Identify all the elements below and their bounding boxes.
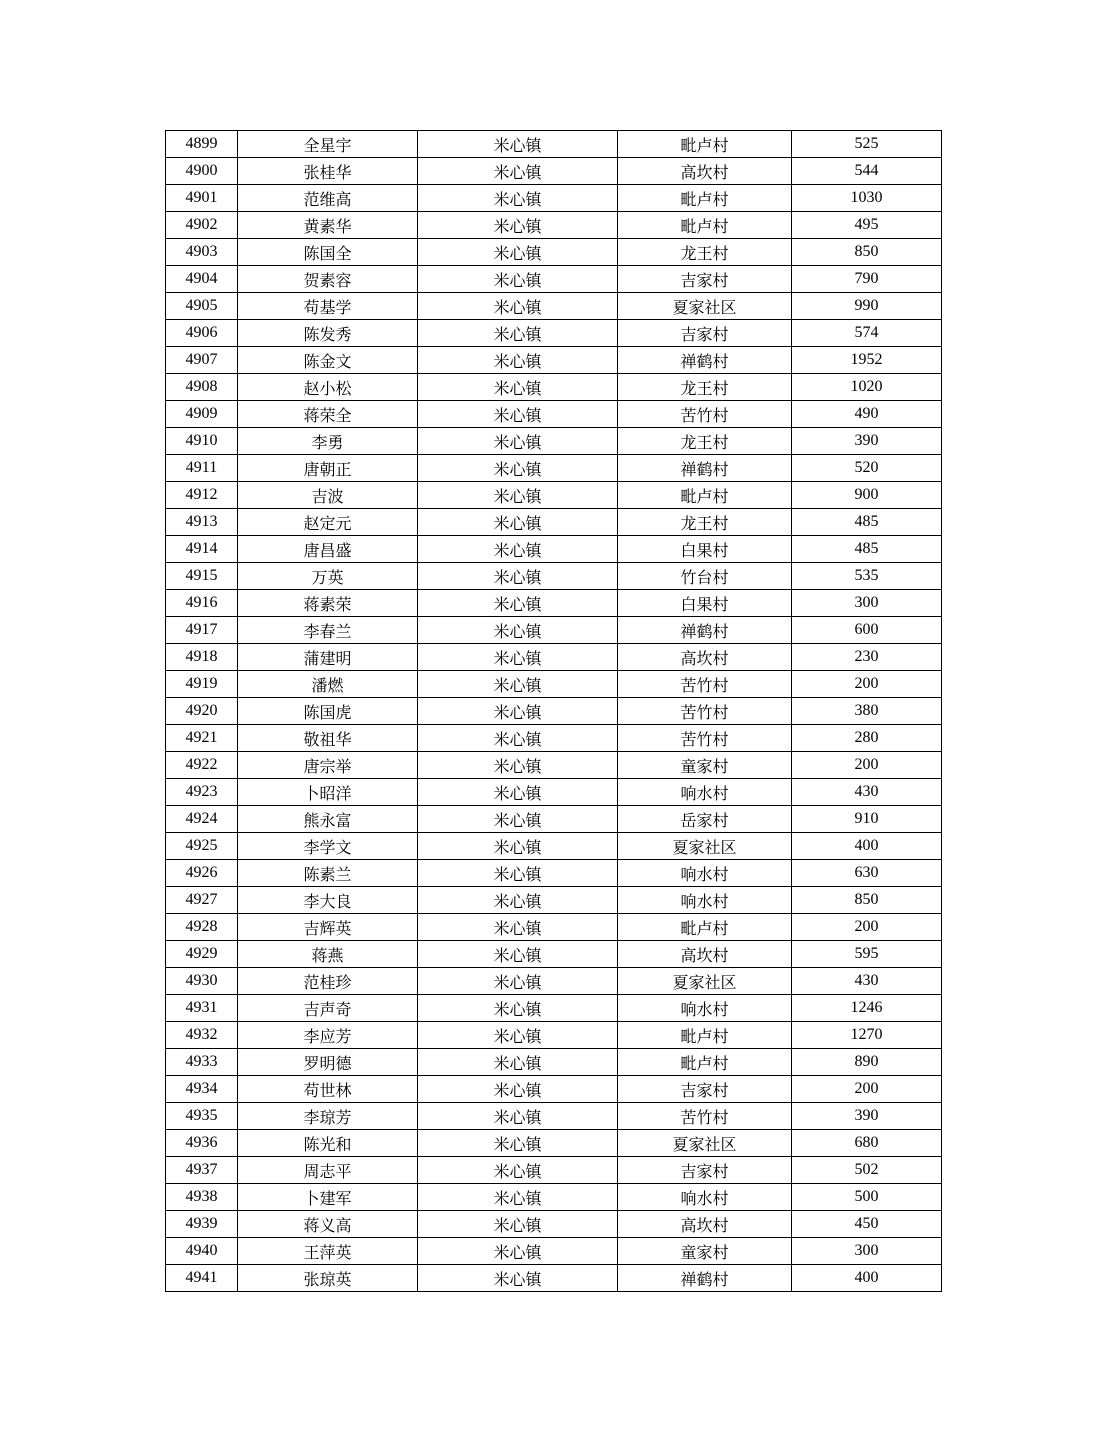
- cell-village: 龙王村: [618, 428, 792, 455]
- cell-amount: 200: [792, 914, 942, 941]
- cell-village: 夏家社区: [618, 293, 792, 320]
- cell-name: 李春兰: [238, 617, 418, 644]
- cell-name: 陈光和: [238, 1130, 418, 1157]
- cell-town: 米心镇: [418, 617, 618, 644]
- cell-name: 卜建军: [238, 1184, 418, 1211]
- table-row: [166, 347, 942, 374]
- cell-serial: 4900: [166, 158, 238, 185]
- cell-name: 李勇: [238, 428, 418, 455]
- cell-amount: 910: [792, 806, 942, 833]
- cell-name: 卜昭洋: [238, 779, 418, 806]
- cell-town: 米心镇: [418, 401, 618, 428]
- cell-name: 李应芳: [238, 1022, 418, 1049]
- cell-village: 响水村: [618, 995, 792, 1022]
- cell-town: 米心镇: [418, 239, 618, 266]
- cell-town: 米心镇: [418, 1211, 618, 1238]
- table-row: [166, 1130, 942, 1157]
- cell-village: 童家村: [618, 752, 792, 779]
- table-row: [166, 1022, 942, 1049]
- cell-amount: 680: [792, 1130, 942, 1157]
- cell-name: 苟世林: [238, 1076, 418, 1103]
- cell-town: 米心镇: [418, 347, 618, 374]
- cell-serial: 4941: [166, 1265, 238, 1292]
- cell-amount: 400: [792, 833, 942, 860]
- cell-village: 毗卢村: [618, 914, 792, 941]
- cell-village: 高坎村: [618, 941, 792, 968]
- table-row: [166, 1076, 942, 1103]
- cell-amount: 535: [792, 563, 942, 590]
- cell-town: 米心镇: [418, 455, 618, 482]
- cell-name: 李琼芳: [238, 1103, 418, 1130]
- cell-amount: 1952: [792, 347, 942, 374]
- cell-amount: 400: [792, 1265, 942, 1292]
- cell-name: 李学文: [238, 833, 418, 860]
- cell-name: 熊永富: [238, 806, 418, 833]
- cell-serial: 4925: [166, 833, 238, 860]
- cell-amount: 900: [792, 482, 942, 509]
- cell-town: 米心镇: [418, 1076, 618, 1103]
- cell-name: 陈素兰: [238, 860, 418, 887]
- cell-serial: 4938: [166, 1184, 238, 1211]
- cell-amount: 1246: [792, 995, 942, 1022]
- table-row: [166, 644, 942, 671]
- cell-serial: 4930: [166, 968, 238, 995]
- table-row: [166, 1049, 942, 1076]
- table-row: [166, 482, 942, 509]
- cell-serial: 4914: [166, 536, 238, 563]
- cell-amount: 450: [792, 1211, 942, 1238]
- cell-village: 苦竹村: [618, 401, 792, 428]
- cell-village: 白果村: [618, 536, 792, 563]
- cell-town: 米心镇: [418, 1022, 618, 1049]
- cell-amount: 200: [792, 671, 942, 698]
- table-row: [166, 455, 942, 482]
- cell-town: 米心镇: [418, 941, 618, 968]
- cell-town: 米心镇: [418, 536, 618, 563]
- table-body: [166, 131, 942, 1292]
- cell-serial: 4935: [166, 1103, 238, 1130]
- cell-village: 禅鹤村: [618, 347, 792, 374]
- cell-name: 陈发秀: [238, 320, 418, 347]
- cell-town: 米心镇: [418, 482, 618, 509]
- cell-village: 吉家村: [618, 1076, 792, 1103]
- cell-village: 童家村: [618, 1238, 792, 1265]
- cell-serial: 4899: [166, 131, 238, 158]
- cell-name: 全星宇: [238, 131, 418, 158]
- cell-name: 张桂华: [238, 158, 418, 185]
- cell-town: 米心镇: [418, 833, 618, 860]
- table-row: [166, 509, 942, 536]
- cell-amount: 1270: [792, 1022, 942, 1049]
- cell-town: 米心镇: [418, 293, 618, 320]
- cell-name: 万英: [238, 563, 418, 590]
- cell-town: 米心镇: [418, 1103, 618, 1130]
- cell-amount: 502: [792, 1157, 942, 1184]
- cell-serial: 4927: [166, 887, 238, 914]
- cell-amount: 495: [792, 212, 942, 239]
- cell-serial: 4908: [166, 374, 238, 401]
- cell-amount: 574: [792, 320, 942, 347]
- cell-amount: 200: [792, 752, 942, 779]
- cell-name: 蒋素荣: [238, 590, 418, 617]
- cell-serial: 4913: [166, 509, 238, 536]
- table-row: [166, 887, 942, 914]
- table-row: [166, 563, 942, 590]
- cell-name: 罗明德: [238, 1049, 418, 1076]
- table-row: [166, 158, 942, 185]
- cell-village: 白果村: [618, 590, 792, 617]
- cell-village: 龙王村: [618, 509, 792, 536]
- table-row: [166, 968, 942, 995]
- cell-village: 毗卢村: [618, 131, 792, 158]
- cell-name: 黄素华: [238, 212, 418, 239]
- cell-village: 龙王村: [618, 239, 792, 266]
- cell-name: 赵小松: [238, 374, 418, 401]
- cell-serial: 4936: [166, 1130, 238, 1157]
- cell-town: 米心镇: [418, 1265, 618, 1292]
- cell-village: 响水村: [618, 887, 792, 914]
- cell-town: 米心镇: [418, 887, 618, 914]
- table-row: [166, 806, 942, 833]
- cell-name: 苟基学: [238, 293, 418, 320]
- cell-village: 苦竹村: [618, 671, 792, 698]
- cell-amount: 525: [792, 131, 942, 158]
- cell-amount: 790: [792, 266, 942, 293]
- cell-village: 夏家社区: [618, 1130, 792, 1157]
- cell-amount: 850: [792, 887, 942, 914]
- cell-serial: 4904: [166, 266, 238, 293]
- cell-serial: 4905: [166, 293, 238, 320]
- cell-serial: 4932: [166, 1022, 238, 1049]
- cell-town: 米心镇: [418, 1157, 618, 1184]
- cell-town: 米心镇: [418, 1049, 618, 1076]
- table-row: [166, 374, 942, 401]
- cell-amount: 600: [792, 617, 942, 644]
- cell-town: 米心镇: [418, 671, 618, 698]
- cell-name: 唐朝正: [238, 455, 418, 482]
- cell-town: 米心镇: [418, 752, 618, 779]
- cell-serial: 4926: [166, 860, 238, 887]
- table-row: [166, 698, 942, 725]
- cell-amount: 430: [792, 779, 942, 806]
- table-row: [166, 401, 942, 428]
- cell-serial: 4919: [166, 671, 238, 698]
- cell-name: 范桂珍: [238, 968, 418, 995]
- cell-amount: 1030: [792, 185, 942, 212]
- cell-name: 潘燃: [238, 671, 418, 698]
- cell-name: 赵定元: [238, 509, 418, 536]
- cell-village: 高坎村: [618, 644, 792, 671]
- table-row: [166, 293, 942, 320]
- cell-name: 吉波: [238, 482, 418, 509]
- cell-village: 高坎村: [618, 158, 792, 185]
- table-row: [166, 1265, 942, 1292]
- cell-amount: 850: [792, 239, 942, 266]
- cell-amount: 390: [792, 1103, 942, 1130]
- cell-village: 夏家社区: [618, 833, 792, 860]
- table-row: [166, 671, 942, 698]
- cell-village: 响水村: [618, 860, 792, 887]
- table-row: [166, 1211, 942, 1238]
- cell-village: 响水村: [618, 1184, 792, 1211]
- cell-village: 竹台村: [618, 563, 792, 590]
- cell-amount: 890: [792, 1049, 942, 1076]
- cell-town: 米心镇: [418, 1184, 618, 1211]
- cell-village: 响水村: [618, 779, 792, 806]
- cell-serial: 4922: [166, 752, 238, 779]
- cell-village: 高坎村: [618, 1211, 792, 1238]
- cell-serial: 4934: [166, 1076, 238, 1103]
- table-row: [166, 617, 942, 644]
- cell-name: 张琼英: [238, 1265, 418, 1292]
- table-row: [166, 212, 942, 239]
- table-row: [166, 536, 942, 563]
- cell-serial: 4902: [166, 212, 238, 239]
- data-table: [165, 130, 942, 1292]
- cell-village: 吉家村: [618, 320, 792, 347]
- cell-town: 米心镇: [418, 968, 618, 995]
- cell-amount: 200: [792, 1076, 942, 1103]
- cell-name: 唐宗举: [238, 752, 418, 779]
- cell-town: 米心镇: [418, 914, 618, 941]
- cell-serial: 4916: [166, 590, 238, 617]
- cell-name: 范维高: [238, 185, 418, 212]
- table-row: [166, 185, 942, 212]
- cell-name: 陈国虎: [238, 698, 418, 725]
- cell-name: 蒋燕: [238, 941, 418, 968]
- cell-serial: 4915: [166, 563, 238, 590]
- table-row: [166, 1103, 942, 1130]
- cell-amount: 430: [792, 968, 942, 995]
- cell-town: 米心镇: [418, 374, 618, 401]
- cell-name: 蒋荣全: [238, 401, 418, 428]
- table-row: [166, 428, 942, 455]
- cell-town: 米心镇: [418, 860, 618, 887]
- cell-serial: 4924: [166, 806, 238, 833]
- cell-name: 敬祖华: [238, 725, 418, 752]
- cell-serial: 4931: [166, 995, 238, 1022]
- table-row: [166, 941, 942, 968]
- cell-name: 陈金文: [238, 347, 418, 374]
- cell-village: 夏家社区: [618, 968, 792, 995]
- cell-village: 苦竹村: [618, 698, 792, 725]
- cell-serial: 4910: [166, 428, 238, 455]
- cell-town: 米心镇: [418, 563, 618, 590]
- cell-serial: 4911: [166, 455, 238, 482]
- cell-village: 苦竹村: [618, 725, 792, 752]
- cell-amount: 485: [792, 536, 942, 563]
- cell-village: 禅鹤村: [618, 1265, 792, 1292]
- cell-town: 米心镇: [418, 320, 618, 347]
- cell-serial: 4918: [166, 644, 238, 671]
- cell-serial: 4937: [166, 1157, 238, 1184]
- table-container: [165, 130, 942, 1292]
- cell-village: 禅鹤村: [618, 455, 792, 482]
- table-row: [166, 833, 942, 860]
- cell-serial: 4903: [166, 239, 238, 266]
- cell-town: 米心镇: [418, 185, 618, 212]
- cell-serial: 4923: [166, 779, 238, 806]
- cell-amount: 595: [792, 941, 942, 968]
- cell-amount: 500: [792, 1184, 942, 1211]
- cell-village: 毗卢村: [618, 212, 792, 239]
- cell-town: 米心镇: [418, 590, 618, 617]
- cell-serial: 4939: [166, 1211, 238, 1238]
- cell-village: 毗卢村: [618, 1049, 792, 1076]
- cell-serial: 4929: [166, 941, 238, 968]
- cell-town: 米心镇: [418, 644, 618, 671]
- cell-amount: 990: [792, 293, 942, 320]
- cell-village: 龙王村: [618, 374, 792, 401]
- table-row: [166, 590, 942, 617]
- cell-village: 毗卢村: [618, 1022, 792, 1049]
- cell-amount: 300: [792, 1238, 942, 1265]
- table-row: [166, 914, 942, 941]
- cell-serial: 4909: [166, 401, 238, 428]
- cell-serial: 4912: [166, 482, 238, 509]
- cell-serial: 4933: [166, 1049, 238, 1076]
- cell-town: 米心镇: [418, 131, 618, 158]
- table-row: [166, 131, 942, 158]
- table-row: [166, 779, 942, 806]
- cell-amount: 280: [792, 725, 942, 752]
- cell-amount: 390: [792, 428, 942, 455]
- cell-serial: 4907: [166, 347, 238, 374]
- cell-amount: 230: [792, 644, 942, 671]
- cell-serial: 4901: [166, 185, 238, 212]
- cell-town: 米心镇: [418, 1130, 618, 1157]
- cell-name: 周志平: [238, 1157, 418, 1184]
- cell-name: 陈国全: [238, 239, 418, 266]
- cell-name: 贺素容: [238, 266, 418, 293]
- cell-town: 米心镇: [418, 779, 618, 806]
- table-row: [166, 1238, 942, 1265]
- table-row: [166, 1184, 942, 1211]
- cell-serial: 4906: [166, 320, 238, 347]
- table-row: [166, 239, 942, 266]
- cell-amount: 300: [792, 590, 942, 617]
- table-row: [166, 725, 942, 752]
- cell-serial: 4920: [166, 698, 238, 725]
- cell-name: 王萍英: [238, 1238, 418, 1265]
- cell-town: 米心镇: [418, 266, 618, 293]
- table-row: [166, 752, 942, 779]
- cell-amount: 630: [792, 860, 942, 887]
- cell-serial: 4921: [166, 725, 238, 752]
- table-row: [166, 860, 942, 887]
- cell-town: 米心镇: [418, 1238, 618, 1265]
- cell-amount: 490: [792, 401, 942, 428]
- cell-village: 禅鹤村: [618, 617, 792, 644]
- cell-name: 吉辉英: [238, 914, 418, 941]
- cell-town: 米心镇: [418, 428, 618, 455]
- cell-serial: 4940: [166, 1238, 238, 1265]
- table-row: [166, 1157, 942, 1184]
- cell-amount: 1020: [792, 374, 942, 401]
- cell-town: 米心镇: [418, 509, 618, 536]
- cell-village: 岳家村: [618, 806, 792, 833]
- cell-serial: 4928: [166, 914, 238, 941]
- cell-amount: 485: [792, 509, 942, 536]
- table-row: [166, 320, 942, 347]
- cell-amount: 380: [792, 698, 942, 725]
- cell-name: 唐昌盛: [238, 536, 418, 563]
- cell-amount: 520: [792, 455, 942, 482]
- cell-town: 米心镇: [418, 698, 618, 725]
- cell-amount: 544: [792, 158, 942, 185]
- cell-name: 李大良: [238, 887, 418, 914]
- cell-village: 毗卢村: [618, 185, 792, 212]
- table-row: [166, 995, 942, 1022]
- cell-name: 蒲建明: [238, 644, 418, 671]
- cell-town: 米心镇: [418, 158, 618, 185]
- cell-village: 吉家村: [618, 1157, 792, 1184]
- cell-town: 米心镇: [418, 212, 618, 239]
- cell-name: 吉声奇: [238, 995, 418, 1022]
- cell-town: 米心镇: [418, 806, 618, 833]
- table-row: [166, 266, 942, 293]
- cell-serial: 4917: [166, 617, 238, 644]
- cell-village: 苦竹村: [618, 1103, 792, 1130]
- cell-village: 毗卢村: [618, 482, 792, 509]
- cell-town: 米心镇: [418, 725, 618, 752]
- cell-name: 蒋义高: [238, 1211, 418, 1238]
- cell-village: 吉家村: [618, 266, 792, 293]
- cell-town: 米心镇: [418, 995, 618, 1022]
